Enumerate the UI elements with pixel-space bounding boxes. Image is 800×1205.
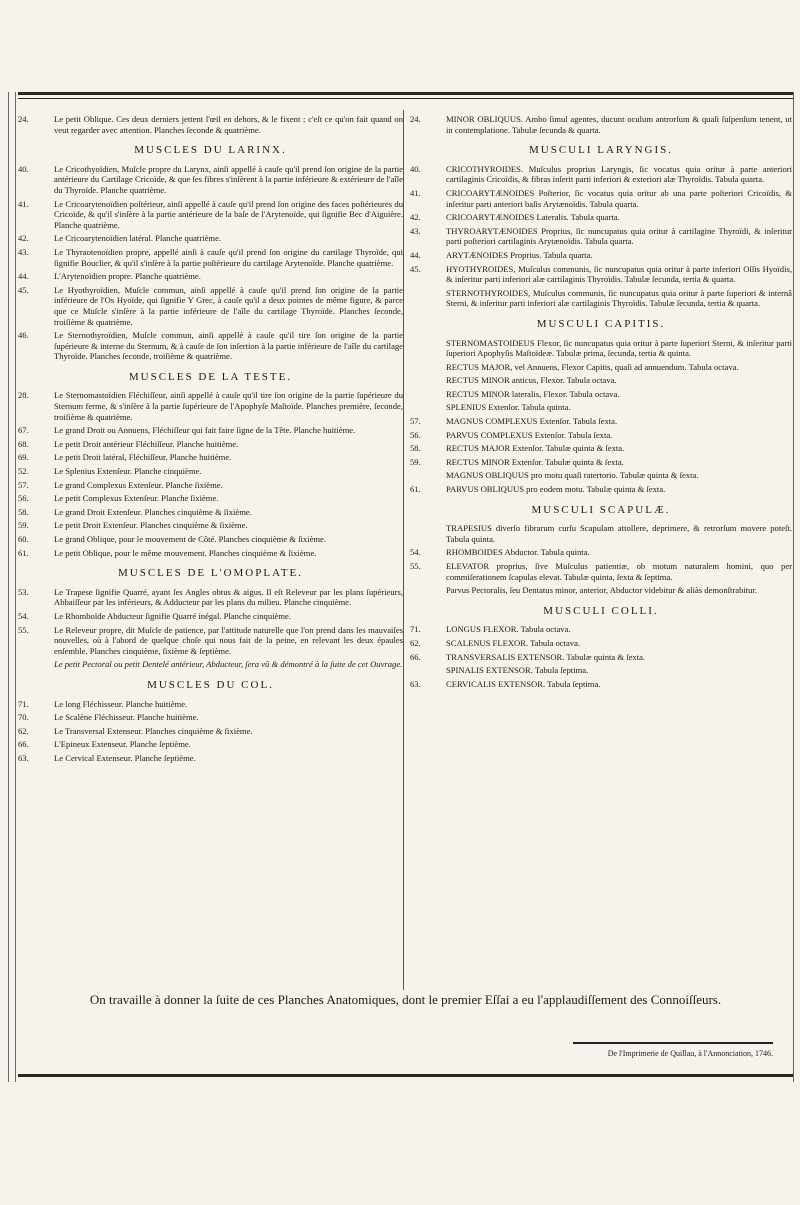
entry-text: Le petit Droit latéral, Fléchiſſeur. Planche huitième. [54, 452, 232, 463]
entry-text: SPLENIUS Extenſor. Tabula quinta. [446, 402, 571, 413]
entry-number: 55. [18, 624, 29, 635]
entry-text: MAGNUS OBLIQUUS pro motu quaſi ratertorio. Tabulæ quinta & ſexta. [446, 470, 699, 481]
entry [18, 659, 403, 670]
entry-text: CRICOTHYROIDES. Muſculus proprius Laryngis, ſic vocatus quia oritur à parte anteriori cartilaginis Cricoïdis, & fibras inſerit parti inferiori & exteriori alæ Thyroïdis. Tabula quarta. [446, 163, 792, 185]
column-divider [403, 110, 404, 990]
top-rule [18, 92, 793, 95]
entry-number: 71. [410, 624, 421, 635]
section-heading: MUSCLES DU LARINX. [134, 144, 287, 157]
entry-number: 40. [410, 163, 421, 174]
entry-number: 41. [410, 187, 421, 198]
entry [410, 430, 792, 441]
entry [18, 587, 403, 608]
entry [410, 624, 792, 635]
entry-text: MINOR OBLIQUUS. Ambo ſimul agentes, ducunt oculum antrorſum & quaſi ſuſpenſum tenent, ut in contemplatione. Tabulæ ſecunda & quarta. [446, 114, 792, 135]
entry-text: Le Releveur propre, dit Muſcle de patience, par l'attitude naturelle que l'on prend dans les mauvaiſes nouvelles, où à l'abord de quelque choſe qui nous fait de la peine, en relevant les deux épaules enſemble. Planches cinquième, ſixième & ſeptième. [54, 624, 403, 656]
entry-number: 69. [18, 452, 29, 463]
entry-text: Le petit Complexus Extenſeur. Planche ſixième. [54, 493, 219, 504]
entry-text: Le long Fléchisseur. Planche huitième. [54, 698, 188, 709]
entry [18, 199, 403, 231]
entry-text: Le Sternothyroïdien, Muſcle commun, ainſi appellé à cauſe qu'il tire ſon origine de la partie ſupérieure & interne du Sternum, & à cauſe de ſon inſertion à la partie inférieure de l'aîle du cartilage Thyroïde. Planches ſeconde, troiſième & quatrième. [54, 330, 403, 362]
entry [18, 452, 403, 463]
entry-number: 45. [18, 284, 29, 295]
entry-text: SPINALIS EXTENSOR. Tabula ſeptima. [446, 665, 589, 676]
entry-number: 55. [410, 561, 421, 571]
closing-notice: On travaille à donner la ſuite de ces Planches Anatomiques, dont le premier Eſſai a eu l'applaudiſſement des Connoiſſeurs. [89, 992, 722, 1007]
entry [410, 547, 792, 558]
entry-number: 44. [18, 271, 29, 282]
entry [410, 226, 792, 247]
entry-number: 56. [18, 493, 29, 504]
entry-text: ARYTÆNOIDES Proprius. Tabula quarta. [446, 249, 593, 260]
entry-number: 43. [410, 225, 421, 236]
entry-text: Le Transversal Extenseur. Planches cinquième & ſixième. [54, 725, 253, 736]
entry-text: Parvus Pectoralis, ſeu Dentatus minor, anterior, Abductor videbitur & aliàs demonſtrabitur. [446, 585, 758, 596]
entry-text: Le Rhomboïde Abducteur ſignifie Quarré inégal. Planche cinquième. [54, 610, 291, 621]
entry-number: 63. [410, 678, 421, 689]
entry-number: 43. [18, 246, 29, 257]
entry-number: 54. [18, 610, 29, 621]
entry-text: Le Splenius Extenſeur. Planche cinquième. [54, 466, 202, 477]
entry-number: 54. [410, 547, 421, 558]
entry-text: Le grand Complexus Extenſeur. Planche ſixième. [54, 479, 223, 490]
entry-number: 41. [18, 198, 29, 209]
entry-number: 59. [410, 456, 421, 467]
entry [18, 390, 403, 422]
right-border [793, 92, 798, 1082]
entry [410, 389, 792, 400]
entry-text: RECTUS MAJOR, vel Annuens, Flexor Capitis, quaſi ad annuendum. Tabula octava. [446, 361, 739, 372]
entry [410, 585, 792, 596]
entry-number: 61. [18, 547, 29, 558]
entry [18, 480, 403, 491]
entry-text: Le petit Droit antérieur Fléchiſſeur. Planche huitième. [54, 438, 239, 449]
entry [410, 375, 792, 386]
entry-number: 62. [410, 637, 421, 648]
entry-number: 42. [410, 212, 421, 223]
entry-text: Le Sternomastoïdien Fléchiſſeur, ainſi appellé à cauſe qu'il tire ſon origine de la partie ſupérieure du Sternum ferme, & s'inſère à la partie ſupérieure de l'Apophyſe Maſtoïde. Planches première, ſeconde, troiſième & quatrième. [54, 390, 403, 422]
entry-number: 24. [410, 114, 421, 124]
entry [410, 470, 792, 481]
entry [410, 638, 792, 649]
imprint-rule [573, 1042, 773, 1044]
entry [410, 443, 792, 454]
entry-text: CRICOARYTÆNOIDES Lateralis. Tabula quarta. [446, 212, 620, 223]
entry-text: LONGUS FLEXOR. Tabula octava. [446, 624, 571, 635]
entry [410, 484, 792, 495]
entry-text: Le grand Droit Extenſeur. Planches cinquième & ſixième. [54, 506, 252, 517]
entry [410, 652, 792, 663]
entry [410, 164, 792, 185]
entry-number: 63. [18, 752, 29, 763]
entry [18, 611, 403, 622]
entry [18, 712, 403, 723]
entry [410, 338, 792, 359]
entry [410, 264, 792, 285]
entry [18, 507, 403, 518]
entry-text: Le petit Pectoral ou petit Dentelé antérieur, Abducteur, ſera vû & démontré à la ſuite de cet Ouvrage. [54, 659, 403, 670]
entry-number: 57. [18, 479, 29, 490]
section-heading: MUSCLES DE LA TESTE. [128, 370, 293, 383]
entry-number: 61. [410, 484, 421, 495]
entry-text: Le petit Oblique, pour le même mouvement. Planches cinquième & ſixième. [54, 547, 317, 558]
entry-text: TRANSVERSALIS EXTENSOR. Tabulæ quinta & ſexta. [446, 651, 646, 662]
section-heading: MUSCLES DE L'OMOPLATE. [117, 567, 304, 580]
entry-text: TRAPESIUS diverſo fibrarum curſu Scapulam attollere, deprimere, & retrorſum movere poteſt. Tabula quinta. [446, 523, 792, 544]
entry [18, 753, 403, 764]
entry-number: 58. [410, 443, 421, 454]
entry-text: Le Cervical Extenseur. Planche ſeptième. [54, 752, 196, 763]
entry-number: 52. [18, 466, 29, 477]
entry [18, 625, 403, 657]
entry-number: 67. [18, 425, 29, 436]
entry [18, 439, 403, 450]
entry-text: RECTUS MAJOR Extenſor. Tabulæ quinta & ſexta. [446, 443, 625, 454]
entry-number: 53. [18, 586, 29, 597]
entry-number: 40. [18, 163, 29, 174]
entry-text: L'Arytenoïdien propre. Planche quatrième. [54, 271, 201, 282]
entry-text: Le Trapese ſignifie Quarré, ayant ſes Angles obtus & aigus. Il eſt Releveur par les plans ſupérieurs, Abbaiſſeur par les inférieurs, & Adducteur par les plans du milieu. Planche cinquième. [54, 586, 403, 608]
entry-number: 66. [18, 739, 29, 750]
entry [18, 233, 403, 244]
entry-text: PARVUS OBLIQUUS pro eodem motu. Tabulæ quinta & ſexta. [446, 484, 666, 495]
entry-text: Le Scalène Fléchisseur. Planche huitième. [54, 712, 199, 723]
entry [18, 534, 403, 545]
entry-number: 70. [18, 712, 29, 723]
entry [410, 362, 792, 373]
entry [18, 114, 403, 135]
entry [18, 520, 403, 531]
entry-text: CRICOARYTÆNOIDES Poſterior, ſic vocatus quia oritur ab una parte poſteriori Cricoïdis, & inſeritur parti anteriori baſis Arytænoïdis. Tabula quarta. [446, 187, 792, 209]
entry [18, 271, 403, 282]
entry [410, 561, 792, 582]
entry-text: RHOMBOIDES Abductor. Tabula quinta. [446, 547, 590, 558]
entry [410, 114, 792, 135]
entry-number: 59. [18, 520, 29, 531]
entry-number: 45. [410, 263, 421, 274]
entry-text: CERVICALIS EXTENSOR. Tabula ſeptima. [446, 678, 601, 689]
entry-text: Le Cricothyoïdien, Muſcle propre du Larynx, ainſi appellé à cauſe qu'il prend ſon origine de la partie antérieure du Cartilage Cricoïde, & que ſes fibres s'inſèrent à la partie inférieure & extérieure de l'aîle du Thyroïde. Planche quatrième. [54, 163, 403, 195]
page [18, 92, 793, 1080]
entry [410, 457, 792, 468]
entry [18, 739, 403, 750]
entry [18, 247, 403, 268]
entry [410, 188, 792, 209]
entry [18, 699, 403, 710]
entry-number: 66. [410, 651, 421, 662]
entry-text: Le grand Oblique, pour le mouvement de Côté. Planches cinquième & ſixième. [54, 534, 327, 544]
entry-text: MAGNUS COMPLEXUS Extenſor. Tabula ſexta. [446, 416, 618, 427]
left-border [8, 92, 16, 1082]
entry-number: 71. [18, 698, 29, 709]
section-heading: MUSCULI SCAPULÆ. [531, 503, 671, 516]
latin-column [410, 114, 792, 692]
entry [18, 548, 403, 559]
entry [410, 523, 792, 544]
entry-text: PARVUS COMPLEXUS Extenſor. Tabula ſexta. [446, 429, 613, 440]
entry-number: 56. [410, 429, 421, 440]
entry [18, 164, 403, 196]
entry-number: 42. [18, 233, 29, 244]
entry-text: Le Thyraotenoïdien propre, appellé ainſi à cauſe qu'il prend ſon origine du cartilage Thyroïde, qui ſignifie Bouclier, & qu'il s'inſère à la partie poſtérieure du cartilage Arytenoïde. Planche quatrième. [54, 246, 403, 268]
entry [410, 212, 792, 223]
entry-text: RECTUS MINOR anticus, Flexor. Tabula octava. [446, 375, 617, 386]
entry-text: HYOTHYROIDES, Muſculus communis, ſic nuncupatus quia oritur à parte inferiori Oſſis Hyoïdis, & inſeritur parti inferiori alæ cartilaginis Thyroïdis. Tabulæ ſecunda, tertia & quarta. [446, 263, 792, 285]
entry [18, 330, 403, 362]
entry-number: 57. [410, 416, 421, 427]
entry-text: SCALENUS FLEXOR. Tabula octava. [446, 637, 581, 648]
entry-text: STERNOTHYROIDES, Muſculus communis, ſic nuncupatus quia oritur à parte ſuperiori & internâ Sterni, & inſeritur parti inferiori alæ cartilaginis Thyroïdis. Tabulæ ſecunda, tertia & quarta. [446, 287, 792, 309]
top-rule-thin [18, 98, 793, 99]
entry-number: 44. [410, 249, 421, 260]
entry [410, 679, 792, 690]
entry [410, 402, 792, 413]
printer-imprint: De l'Imprimerie de Quillau, à l'Annonciation, 1746. [607, 1049, 773, 1058]
section-heading: MUSCULI COLLI. [543, 604, 659, 617]
french-column [18, 114, 403, 767]
entry-number: 60. [18, 534, 29, 544]
entry [410, 288, 792, 309]
entry [18, 285, 403, 327]
entry-text: ELEVATOR proprius, ſive Muſculus patientiæ, ob motum naturalem homini, quo per commiſerationem ſcapulas elevat. Tabulæ quinta, ſexta & ſeptima. [446, 561, 792, 582]
entry [18, 726, 403, 737]
entry-text: Le petit Droit Extenſeur. Planches cinquième & ſixième. [54, 520, 248, 531]
bottom-rule [18, 1074, 793, 1077]
entry-text: Le petit Oblique. Ces deux derniers jettent l'œil en dehors, & le fixent ; c'eſt ce qu'on fait quand on veut regarder avec attention. Planches ſeconde & quatrième. [54, 114, 403, 135]
entry-text: STERNOMASTOIDEUS Flexor, ſic nuncupatus quia oritur à parte ſuperiori Sterni, & inſeritur parti ſuperiori Apophyſis Maſtoïdeæ. Tabulæ prima, ſecunda, tertia & quinta. [446, 337, 792, 359]
entry [410, 250, 792, 261]
entry-text: Le grand Droit ou Annuens, Fléchiſſeur qui fait faire ſigne de la Tête. Planche huitième. [54, 425, 356, 436]
entry [18, 493, 403, 504]
entry-number: 58. [18, 506, 29, 517]
section-heading: MUSCULI LARYNGIS. [528, 144, 673, 157]
entry-text: RECTUS MINOR Extenſor. Tabulæ quinta & ſexta. [446, 456, 624, 467]
entry [18, 425, 403, 436]
entry [410, 665, 792, 676]
entry-number: 24. [18, 114, 29, 124]
entry [410, 416, 792, 427]
section-heading: MUSCLES DU COL. [147, 678, 274, 691]
entry-text: RECTUS MINOR lateralis, Flexor. Tabula octava. [446, 388, 620, 399]
entry-number: 68. [18, 438, 29, 449]
entry-text: L'Epineux Extenseur. Planche ſeptième. [54, 739, 191, 750]
entry-number: 62. [18, 725, 29, 736]
entry-text: THYROARYTÆNOIDES Proprius, ſic nuncupatus quia oritur à cartilagine Thyroïdi, & inſeritur parti poſteriori cartilaginis Arytænoïdis. Tabula quarta. [446, 225, 792, 247]
section-heading: MUSCULI CAPITIS. [536, 317, 666, 330]
entry-text: Le Hyothyroïdien, Muſcle commun, ainſi appellé à cauſe qu'il prend ſon origine de la partie inférieure de l'Os Hyoïde, qui ſignifie Y Grec, à cauſe qu'il a deux pointes de même figure, & parce que ce Muſcle s'inſère à la partie inférieure de l'aîle du cartilage Thyroïde. Planches ſeconde, troiſième & quatrième. [54, 284, 403, 327]
entry-number: 28. [18, 390, 29, 401]
entry-text: Le Cricoarytenoïdien latéral. Planche quatrième. [54, 233, 222, 244]
entry [18, 466, 403, 477]
entry-text: Le Cricoarytenoïdien poſtérieur, ainſi appellé à cauſe qu'il prend ſon origine des faces poſtérieures du Cricoïde, & qu'il s'inſère à la partie antérieure de la baſe de l'Arytenoïde, qui ſignifie Bec d'Aiguière. Planche quatrième. [54, 198, 403, 230]
entry-number: 46. [18, 330, 29, 341]
